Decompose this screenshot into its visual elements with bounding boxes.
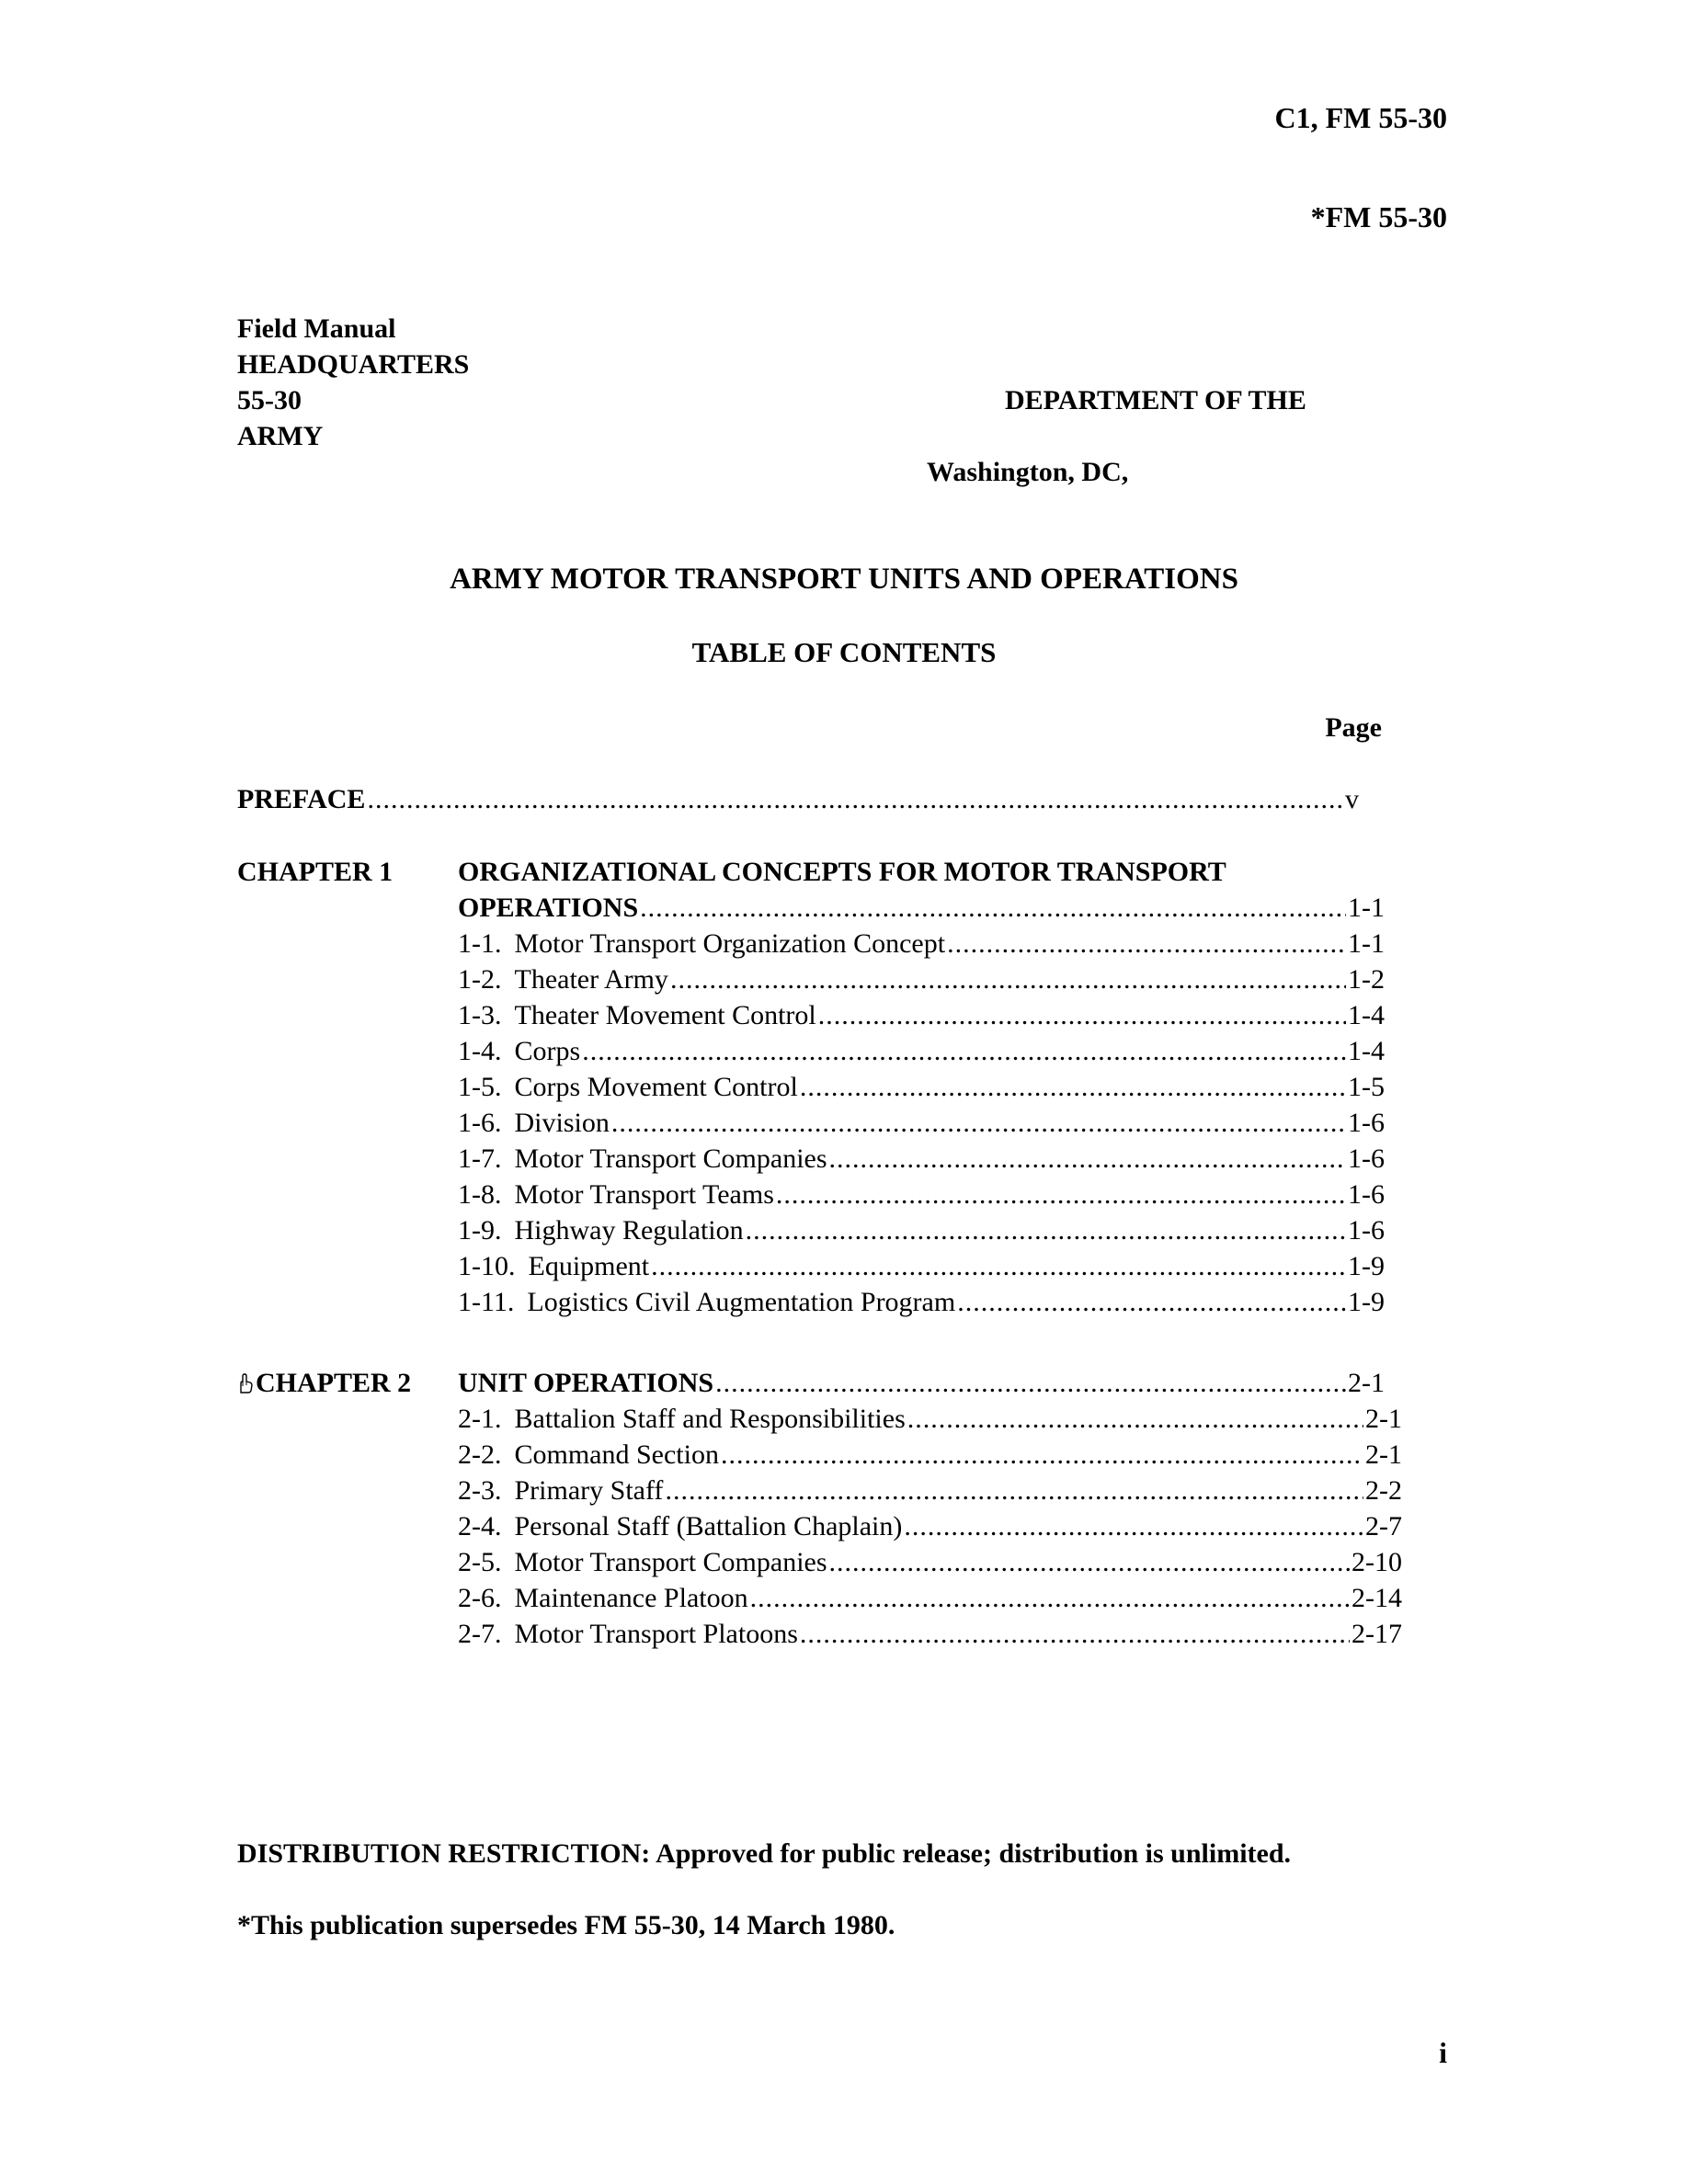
toc-entry-page: 2-1 bbox=[1348, 1368, 1385, 1398]
toc-entry-label bbox=[458, 1284, 955, 1320]
section-title: Command Section bbox=[514, 1439, 719, 1470]
toc-entry-section[interactable] bbox=[458, 1248, 1385, 1284]
distribution-restriction: DISTRIBUTION RESTRICTION: Approved for public release; distribution is unlimited. bbox=[237, 1838, 1292, 1869]
section-number: 1-3. bbox=[458, 1000, 502, 1030]
toc-entry-section[interactable] bbox=[458, 997, 1385, 1033]
section-number: 2-1. bbox=[458, 1404, 502, 1434]
toc-entry-preface[interactable] bbox=[237, 781, 1359, 817]
toc-entry-page: 1-4 bbox=[1348, 1000, 1385, 1030]
chapter-1-label: CHAPTER 1 bbox=[237, 857, 393, 887]
chapter-2-label bbox=[237, 1365, 411, 1401]
toc-entry-page: 1-2 bbox=[1348, 964, 1385, 995]
toc-entry-page: 2-1 bbox=[1365, 1404, 1402, 1434]
section-title: Motor Transport Companies bbox=[514, 1547, 827, 1577]
leader-dots bbox=[818, 997, 1346, 1033]
section-number: 2-6. bbox=[458, 1583, 502, 1613]
pointing-hand-icon bbox=[237, 1373, 254, 1393]
toc-entry-section[interactable] bbox=[458, 1544, 1402, 1580]
leader-dots bbox=[829, 1544, 1350, 1580]
page-number: i bbox=[1439, 2036, 1447, 2069]
leader-dots bbox=[665, 1473, 1363, 1508]
section-number: 1-1. bbox=[458, 928, 502, 959]
toc-entry-label bbox=[458, 1473, 663, 1508]
toc-entry-label bbox=[458, 1105, 610, 1141]
section-title: Motor Transport Platoons bbox=[514, 1619, 798, 1649]
section-number: 1-7. bbox=[458, 1143, 502, 1174]
toc-entry-section[interactable] bbox=[458, 1033, 1385, 1069]
toc-entry-label: UNIT OPERATIONS bbox=[458, 1368, 714, 1398]
section-number: 1-9. bbox=[458, 1215, 502, 1246]
section-number: 1-4. bbox=[458, 1036, 502, 1066]
toc-entry-label bbox=[458, 1616, 798, 1652]
toc-entry-section[interactable] bbox=[458, 1284, 1385, 1320]
section-title: Logistics Civil Augmentation Program bbox=[527, 1287, 956, 1317]
toc-entry-page: 1-9 bbox=[1348, 1287, 1385, 1317]
section-number: 1-8. bbox=[458, 1179, 502, 1210]
document-title: ARMY MOTOR TRANSPORT UNITS AND OPERATIONS bbox=[450, 563, 1238, 596]
leader-dots bbox=[367, 781, 1343, 817]
toc-entry-page: 1-1 bbox=[1348, 928, 1385, 959]
toc-entry-page: 1-1 bbox=[1348, 893, 1385, 923]
leader-dots bbox=[640, 890, 1346, 926]
toc-entry-section[interactable] bbox=[458, 1437, 1402, 1473]
section-number: 2-7. bbox=[458, 1619, 502, 1649]
section-title: Motor Transport Companies bbox=[514, 1143, 827, 1174]
chapter-2-label-text: CHAPTER 2 bbox=[256, 1368, 412, 1398]
masthead-location: Washington, DC, bbox=[927, 457, 1129, 487]
masthead-army: ARMY bbox=[237, 421, 324, 451]
section-number: 2-4. bbox=[458, 1511, 502, 1541]
toc-entry-label bbox=[458, 997, 816, 1033]
toc-entry-label bbox=[458, 926, 945, 961]
toc-entry-label bbox=[458, 1544, 827, 1580]
toc-entry-label: PREFACE bbox=[237, 784, 366, 814]
toc-title: TABLE OF CONTENTS bbox=[691, 636, 997, 668]
toc-entry-page: v bbox=[1345, 784, 1359, 814]
toc-entry-section[interactable] bbox=[458, 1177, 1385, 1212]
leader-dots bbox=[776, 1177, 1346, 1212]
toc-entry-page: 2-2 bbox=[1365, 1475, 1402, 1506]
toc-entry-label bbox=[458, 1033, 580, 1069]
toc-entry-label bbox=[458, 1141, 827, 1177]
toc-entry-section[interactable] bbox=[458, 1069, 1385, 1105]
leader-dots bbox=[582, 1033, 1346, 1069]
section-title: Highway Regulation bbox=[514, 1215, 744, 1246]
toc-entry-section[interactable] bbox=[458, 1401, 1402, 1437]
toc-entry-label bbox=[458, 1069, 798, 1105]
toc-entry-label bbox=[458, 1401, 906, 1437]
toc-entry-label bbox=[458, 1212, 744, 1248]
toc-entry-page: 1-6 bbox=[1348, 1143, 1385, 1174]
toc-entry-page: 1-6 bbox=[1348, 1215, 1385, 1246]
leader-dots bbox=[800, 1069, 1346, 1105]
toc-entry-page: 2-14 bbox=[1352, 1583, 1402, 1613]
leader-dots bbox=[957, 1284, 1346, 1320]
toc-entry-page: 2-7 bbox=[1365, 1511, 1402, 1541]
toc-entry-page: 1-5 bbox=[1348, 1072, 1385, 1102]
leader-dots bbox=[947, 926, 1346, 961]
masthead-number: 55-30 bbox=[237, 385, 302, 415]
section-title: Primary Staff bbox=[514, 1475, 664, 1506]
toc-entry-section[interactable] bbox=[458, 1105, 1385, 1141]
section-number: 1-2. bbox=[458, 964, 502, 995]
leader-dots bbox=[907, 1401, 1363, 1437]
masthead-field-manual: Field Manual bbox=[237, 313, 396, 344]
section-title: Theater Army bbox=[514, 964, 668, 995]
leader-dots bbox=[721, 1437, 1363, 1473]
masthead-department: DEPARTMENT OF THE bbox=[1005, 385, 1306, 415]
toc-entry-section[interactable] bbox=[458, 1212, 1385, 1248]
toc-entry-label bbox=[458, 1177, 774, 1212]
section-title: Division bbox=[514, 1108, 610, 1138]
toc-entry-page: 1-6 bbox=[1348, 1179, 1385, 1210]
section-title: Motor Transport Teams bbox=[514, 1179, 774, 1210]
section-number: 2-3. bbox=[458, 1475, 502, 1506]
leader-dots bbox=[715, 1365, 1346, 1401]
section-number: 2-2. bbox=[458, 1439, 502, 1470]
leader-dots bbox=[750, 1580, 1350, 1616]
leader-dots bbox=[904, 1508, 1363, 1544]
toc-entry-label bbox=[458, 1580, 748, 1616]
section-title: Battalion Staff and Responsibilities bbox=[514, 1404, 906, 1434]
toc-entry-chapter-1[interactable] bbox=[458, 890, 1385, 926]
section-title: Corps bbox=[514, 1036, 581, 1066]
leader-dots bbox=[651, 1248, 1346, 1284]
toc-entry-section[interactable] bbox=[458, 961, 1385, 997]
toc-entry-label bbox=[458, 1508, 902, 1544]
change-number: C1, FM 55-30 bbox=[1274, 101, 1447, 134]
section-title: Motor Transport Organization Concept bbox=[514, 928, 946, 959]
section-title: Personal Staff (Battalion Chaplain) bbox=[514, 1511, 903, 1541]
toc-entry-section[interactable] bbox=[458, 1616, 1402, 1652]
toc-entry-page: 1-6 bbox=[1348, 1108, 1385, 1138]
toc-entry-chapter-2[interactable] bbox=[458, 1365, 1385, 1401]
toc-entry-label: OPERATIONS bbox=[458, 893, 639, 923]
toc-entry-section[interactable] bbox=[458, 1141, 1385, 1177]
leader-dots bbox=[670, 961, 1346, 997]
leader-dots bbox=[829, 1141, 1346, 1177]
section-number: 2-5. bbox=[458, 1547, 502, 1577]
section-number: 1-5. bbox=[458, 1072, 502, 1102]
masthead-headquarters: HEADQUARTERS bbox=[237, 349, 470, 380]
chapter-1-title: ORGANIZATIONAL CONCEPTS FOR MOTOR TRANSPORT bbox=[458, 857, 1226, 887]
leader-dots bbox=[746, 1212, 1346, 1248]
toc-entry-section[interactable] bbox=[458, 1580, 1402, 1616]
section-number: 1-11. bbox=[458, 1287, 515, 1317]
leader-dots bbox=[611, 1105, 1346, 1141]
toc-entry-section[interactable] bbox=[458, 1473, 1402, 1508]
section-title: Corps Movement Control bbox=[514, 1072, 798, 1102]
section-number: 1-10. bbox=[458, 1251, 516, 1281]
toc-entry-section[interactable] bbox=[458, 926, 1385, 961]
toc-entry-page: 2-10 bbox=[1352, 1547, 1402, 1577]
section-number: 1-6. bbox=[458, 1108, 502, 1138]
toc-entry-page: 2-17 bbox=[1352, 1619, 1402, 1649]
supersedes-notice: *This publication supersedes FM 55-30, 14 March 1980. bbox=[237, 1910, 895, 1940]
section-title: Equipment bbox=[528, 1251, 650, 1281]
page-column-header: Page bbox=[1325, 712, 1382, 743]
toc-entry-page: 1-4 bbox=[1348, 1036, 1385, 1066]
toc-entry-section[interactable] bbox=[458, 1508, 1402, 1544]
toc-entry-label bbox=[458, 961, 668, 997]
toc-entry-page: 1-9 bbox=[1348, 1251, 1385, 1281]
leader-dots bbox=[800, 1616, 1350, 1652]
section-title: Maintenance Platoon bbox=[514, 1583, 748, 1613]
publication-number: *FM 55-30 bbox=[1310, 200, 1447, 233]
toc-entry-label bbox=[458, 1437, 719, 1473]
toc-entry-page: 2-1 bbox=[1365, 1439, 1402, 1470]
toc-entry-label bbox=[458, 1248, 649, 1284]
section-title: Theater Movement Control bbox=[514, 1000, 816, 1030]
